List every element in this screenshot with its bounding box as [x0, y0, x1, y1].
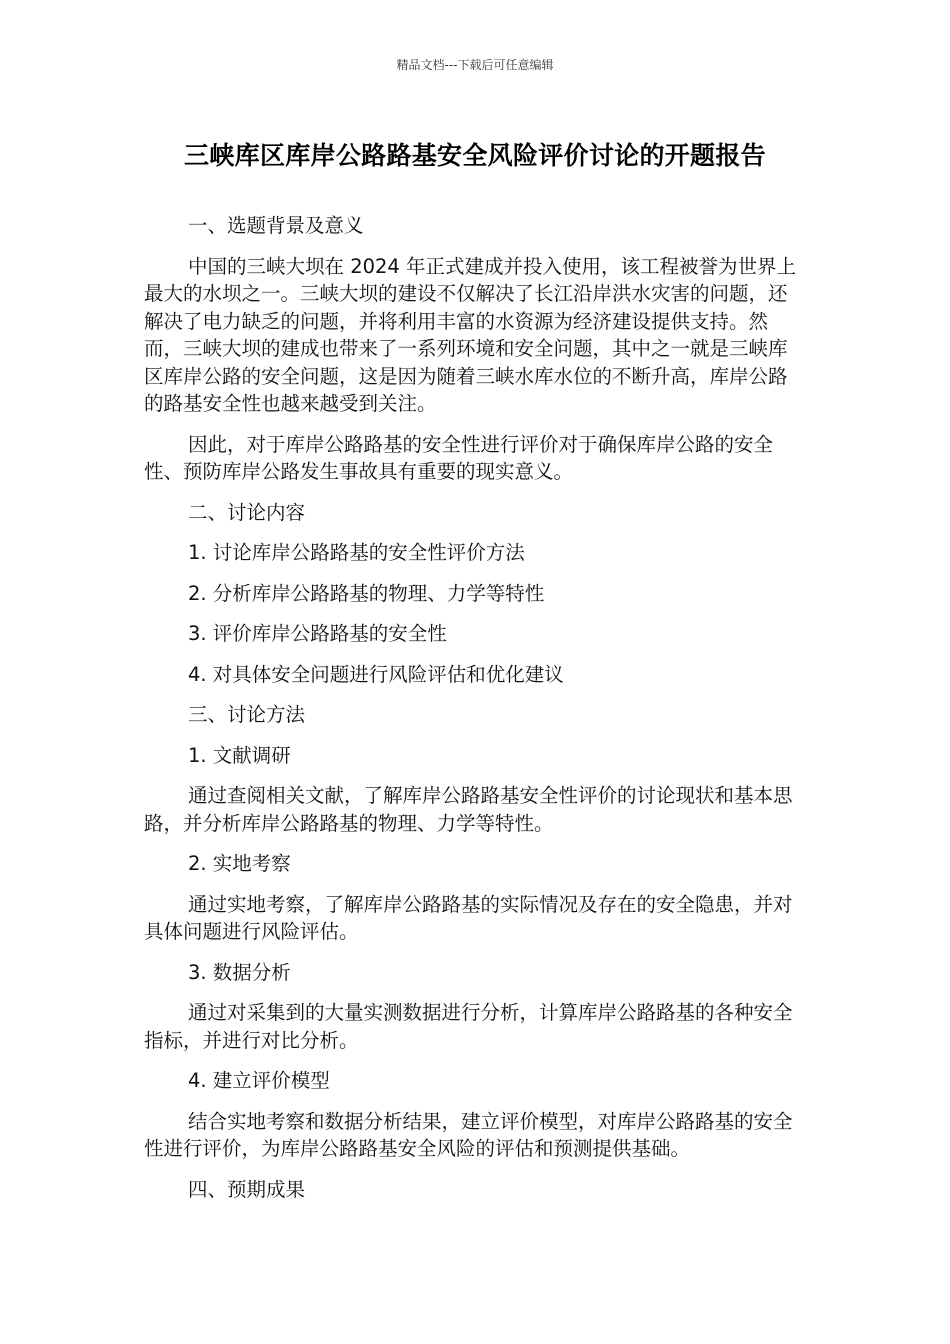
paragraph-model: 结合实地考察和数据分析结果，建立评价模型，对库岸公路路基的安全性进行评价，为库岸公路路基安全风险的评估和预测提供基础。 — [144, 1109, 793, 1160]
section-heading-methods: 三、讨论方法 — [188, 703, 306, 726]
paragraph-literature: 通过查阅相关文献，了解库岸公路路基安全性评价的讨论现状和基本思路，并分析库岸公路路基的物理、力学等特性。 — [144, 784, 793, 835]
method-heading-data-analysis: 3. 数据分析 — [188, 960, 291, 984]
section-heading-expected-results: 四、预期成果 — [188, 1177, 306, 1201]
document-body — [144, 212, 800, 1216]
method-heading-literature: 1. 文献调研 — [188, 743, 291, 767]
document-title: 三峡库区库岸公路路基安全风险评价讨论的开题报告 — [184, 141, 766, 170]
page-header-note: 精品文档---下载后可任意编辑 — [396, 58, 554, 72]
paragraph-significance: 因此，对于库岸公路路基的安全性进行评价对于确保库岸公路的安全性、预防库岸公路发生事故具有重要的现实意义。 — [144, 432, 774, 483]
list-item-content-4: 4. 对具体安全问题进行风险评估和优化建议 — [188, 662, 564, 686]
list-item-content-2: 2. 分析库岸公路路基的物理、力学等特性 — [188, 581, 545, 605]
paragraph-data-analysis: 通过对采集到的大量实测数据进行分析，计算库岸公路路基的各种安全指标，并进行对比分析。 — [144, 1001, 793, 1052]
list-item-content-1: 1. 讨论库岸公路路基的安全性评价方法 — [188, 541, 525, 564]
section-heading-content: 二、讨论内容 — [188, 500, 306, 524]
paragraph-field-survey: 通过实地考察，了解库岸公路路基的实际情况及存在的安全隐患，并对具体问题进行风险评估。 — [144, 892, 793, 943]
method-heading-model: 4. 建立评价模型 — [188, 1069, 330, 1092]
method-heading-field-survey: 2. 实地考察 — [188, 852, 291, 875]
paragraph-background: 中国的三峡大坝在 2024 年正式建成并投入使用，该工程被誉为世界上最大的水坝之一。三峡大坝的建设不仅解决了长江沿岸洪水灾害的问题，还解决了电力缺乏的问题，并将利用丰富的水资源为经济建设提供支持。然而，三峡大坝的建成也带来了一系列环境和安全问题，其中之一就是三峡库区库岸公路的安全问题，这是因为随着三峡水库水位的不断升高，库岸公路的路基安全性也越来越受到关注。 — [144, 254, 797, 415]
section-heading-background: 一、选题背景及意义 — [188, 214, 364, 237]
list-item-content-3: 3. 评价库岸公路路基的安全性 — [188, 622, 447, 645]
